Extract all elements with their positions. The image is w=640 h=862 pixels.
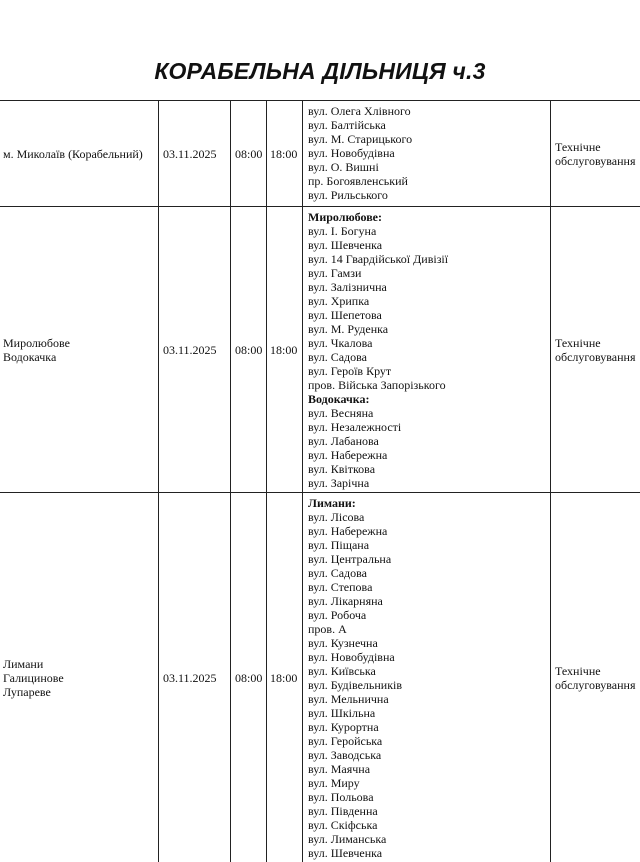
street-item: вул. Садова (308, 350, 367, 364)
street-item: вул. Центральна (308, 552, 392, 566)
start-time-value: 08:00 (235, 670, 263, 685)
location-line: Лупареве (3, 684, 51, 699)
street-item: вул. Шепетова (308, 308, 382, 322)
street-item: вул. Курортна (308, 720, 379, 734)
work-type-line: обслуговування (555, 350, 636, 364)
street-item: вул. Новобудівна (308, 146, 395, 160)
street-item: вул. Київська (308, 664, 376, 678)
location-line: Миролюбове (3, 336, 70, 350)
streets-cell (302, 101, 550, 207)
street-item: пров. А (308, 622, 347, 636)
street-item: вул. 14 Гвардійської Дивізії (308, 252, 449, 266)
date-cell (158, 493, 230, 862)
streets-cell (302, 493, 550, 862)
street-item: вул. Незалежності (308, 420, 402, 434)
settlement-heading: Лимани: (308, 496, 356, 510)
end-time-value: 18:00 (270, 147, 298, 161)
street-item: вул. Будівельників (308, 678, 403, 692)
work-type-line: обслуговування (555, 677, 636, 692)
street-item: вул. Миру (308, 776, 360, 790)
table-row (0, 100, 640, 207)
end-time-cell (266, 493, 302, 862)
street-item: вул. Шкільна (308, 706, 376, 720)
street-item: вул. Кузнечна (308, 636, 378, 650)
street-item: вул. Героїв Крут (308, 364, 392, 378)
streets-cell (302, 207, 550, 493)
street-item: вул. Квіткова (308, 462, 376, 476)
street-item: вул. Заводська (308, 748, 382, 762)
street-item: вул. Набережна (308, 448, 388, 462)
street-item: вул. Піщана (308, 538, 370, 552)
street-item: вул. Робоча (308, 608, 367, 622)
start-time-value: 08:00 (235, 343, 263, 357)
street-item: вул. Новобудівна (308, 650, 395, 664)
street-item: вул. Шевченка (308, 846, 383, 860)
work-type-cell (550, 207, 640, 493)
street-item: вул. О. Вишні (308, 160, 379, 174)
street-item: вул. Чкалова (308, 336, 373, 350)
street-item: вул. Весняна (308, 406, 374, 420)
street-item: вул. Рильського (308, 188, 388, 202)
start-time-cell (230, 493, 266, 862)
table-row (0, 492, 640, 862)
table-row (0, 206, 640, 493)
street-item: вул. Шевченка (308, 238, 383, 252)
street-item: вул. Лісова (308, 510, 365, 524)
location-cell (0, 493, 158, 862)
work-type-line: обслуговування (555, 154, 636, 168)
street-item: вул. Балтійська (308, 118, 386, 132)
location-line: Галицинове (3, 670, 64, 685)
street-item: вул. Скіфська (308, 818, 378, 832)
date-cell (158, 207, 230, 493)
street-item: вул. Залізнична (308, 280, 387, 294)
start-time-cell (230, 207, 266, 493)
street-item: пр. Богоявленський (308, 174, 408, 188)
street-item: вул. Олега Хлівного (308, 104, 411, 118)
date-value: 03.11.2025 (163, 670, 217, 685)
end-time-cell (266, 101, 302, 207)
street-item: пров. Війська Запорізького (308, 378, 446, 392)
start-time-cell (230, 101, 266, 207)
end-time-value: 18:00 (270, 670, 298, 685)
street-item: вул. Гамзи (308, 266, 362, 280)
settlement-heading: Миролюбове: (308, 210, 383, 224)
street-item: вул. Степова (308, 580, 373, 594)
start-time-value: 08:00 (235, 147, 263, 161)
end-time-cell (266, 207, 302, 493)
street-item: вул. Мельнична (308, 692, 389, 706)
street-item: вул. Південна (308, 804, 378, 818)
street-item: вул. Садова (308, 566, 367, 580)
location-line: Лимани (3, 656, 44, 671)
date-value: 03.11.2025 (163, 147, 217, 161)
page-title: КОРАБЕЛЬНА ДІЛЬНИЦЯ ч.3 (154, 58, 486, 84)
location-line: м. Миколаїв (Корабельний) (3, 147, 143, 161)
date-cell (158, 101, 230, 207)
street-item: вул. Зарічна (308, 476, 370, 490)
work-type-cell (550, 101, 640, 207)
work-type-cell (550, 493, 640, 862)
date-value: 03.11.2025 (163, 343, 217, 357)
end-time-value: 18:00 (270, 343, 298, 357)
street-item: вул. Геройська (308, 734, 383, 748)
location-line: Водокачка (3, 350, 57, 364)
street-item: вул. Лиманська (308, 832, 387, 846)
settlement-heading: Водокачка: (308, 392, 370, 406)
street-item: вул. Польова (308, 790, 374, 804)
street-item: вул. М. Старицького (308, 132, 413, 146)
work-type-line: Технічне (555, 663, 601, 678)
location-cell (0, 101, 158, 207)
street-item: вул. Лікарняна (308, 594, 383, 608)
work-type-line: Технічне (555, 140, 601, 154)
work-type-line: Технічне (555, 336, 601, 350)
street-item: вул. І. Богуна (308, 224, 377, 238)
street-item: вул. Маячна (308, 762, 371, 776)
street-item: вул. Набережна (308, 524, 388, 538)
street-item: вул. М. Руденка (308, 322, 389, 336)
street-item: вул. Лабанова (308, 434, 379, 448)
location-cell (0, 207, 158, 493)
street-item: вул. Хрипка (308, 294, 370, 308)
